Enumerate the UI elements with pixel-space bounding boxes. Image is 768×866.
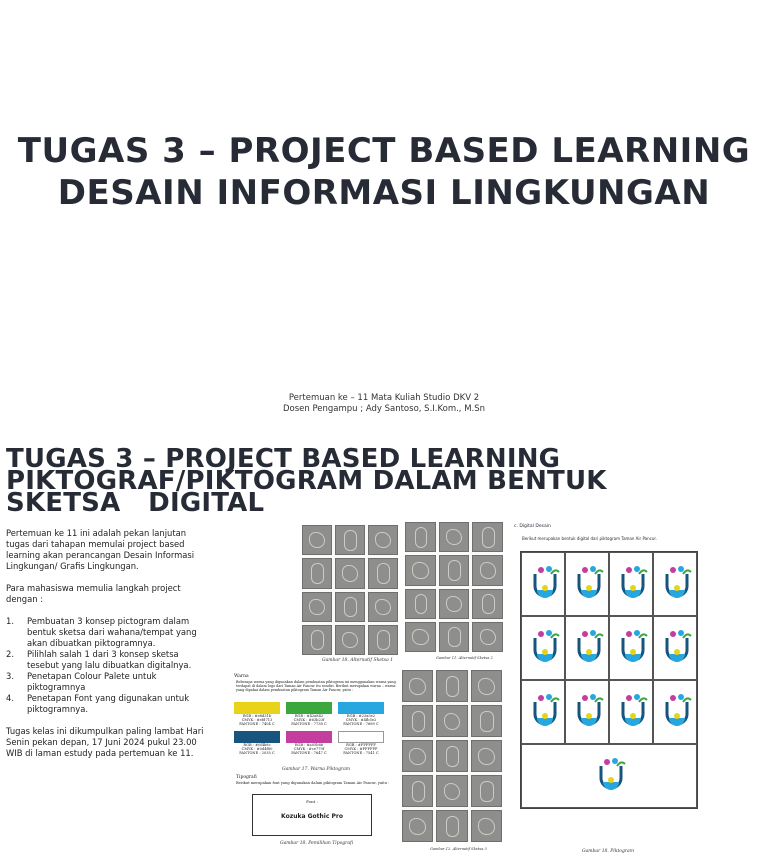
sketch-thumbnail (335, 525, 365, 555)
slide-assignment (0, 440, 768, 866)
swatch-green (286, 702, 332, 727)
swatch-navy (234, 731, 280, 756)
cover-title-line2: DESAIN INFORMASI LINGKUNGAN (57, 173, 711, 213)
swatch-yellow (234, 702, 280, 727)
sketch-grid-1 (302, 525, 398, 655)
sketch-thumbnail (335, 592, 365, 622)
tipografi-text: Berikut merupakan font yang digunakan dalam piktogram Taman Air Pancur, yaitu : (236, 781, 390, 785)
sketch-thumbnail (436, 705, 467, 737)
sketch-grid-2 (405, 522, 503, 652)
sketch-thumbnail (472, 522, 503, 552)
colour-font-page (228, 672, 398, 862)
sketch-thumbnail (368, 525, 398, 555)
sketch-thumbnail (402, 705, 433, 737)
sketch-thumbnail (302, 625, 332, 655)
swatch-white (338, 731, 384, 756)
flask-pictogram-icon (613, 564, 649, 604)
intro-text: Pertemuan ke 11 ini adalah pekan lanjutan tugas dari tahapan memulai project based learning akan perancangan Desain Informasi Lingkungan/ Grafis Lingkungan. (6, 528, 195, 571)
flask-pictogram-icon (569, 564, 605, 604)
swatch-chip (286, 702, 332, 714)
sketch-thumbnail (472, 555, 503, 585)
sketch-thumbnail (405, 555, 436, 585)
pictogram-cell (565, 552, 609, 616)
deadline-text: Tugas kelas ini dikumpulkan paling lambat Hari Senin pekan depan, 17 Juni 2024 pukul 23.00 WIB di laman estudy pada pertemuan ke 11. (6, 726, 204, 758)
pictogram-cell (653, 552, 697, 616)
digital-heading: c. Digital Desain (514, 524, 551, 529)
sketch-thumbnail (405, 622, 436, 652)
slide-title-cover (0, 0, 768, 425)
caption-picto: Gambar 18. Piktogram (582, 849, 634, 854)
sketch-thumbnail (472, 622, 503, 652)
assignment-title-line3: SKETSA DIGITAL (6, 488, 265, 518)
sketch-thumbnail (471, 670, 502, 702)
assignment-title-line2: PIKTOGRAF/PIKTOGRAM DALAM BENTUK (6, 466, 607, 496)
sketch-thumbnail (335, 625, 365, 655)
flask-pictogram-icon (525, 692, 561, 732)
list-item: 1. Pembuatan 3 konsep pictogram dalam bentuk sketsa dari wahana/tempat yang akan dibuatkan piktogramnya. (6, 616, 197, 648)
list-item: 4. Penetapan Font yang digunakan untuk piktogramnya. (6, 693, 190, 714)
sketch-thumbnail (436, 775, 467, 807)
swatch-magenta (286, 731, 332, 756)
pictogram-cell (653, 680, 697, 744)
flask-pictogram-icon (525, 628, 561, 668)
sketch-thumbnail (471, 775, 502, 807)
swatch-chip (286, 731, 332, 743)
caption-font: Gambar 18. Pemilihan Tipografi (280, 841, 354, 846)
warna-text: Beberapa warna yang digunakan dalam pembuatan piktogram ini menggunakan warna yang terdapat di dalam logo dari Taman Air Pancur itu sendiri. Berikut merupakan warna – warna yang dipakai dalam pembuatan piktogram Taman Air Pancur, yaitu : (236, 680, 396, 692)
swatch-chip (338, 731, 384, 743)
assignment-title (6, 444, 706, 518)
lecturer-info: Dosen Pengampu ; Ady Santoso, S.I.Kom., M.Sn (282, 404, 486, 414)
assignment-body (6, 528, 212, 770)
pictogram-page (512, 522, 698, 862)
swatch-code: RGB : #FFFFFF CMYK : #FFFFFF PANTONE : 7541 C (343, 742, 379, 756)
pictogram-cell (609, 680, 653, 744)
swatch-code: RGB : #e8d31b CMYK : #efd713 PANTONE : 7404 C (239, 714, 275, 727)
flask-pictogram-icon (591, 756, 627, 796)
sketch-thumbnail (436, 740, 467, 772)
flask-pictogram-icon (525, 564, 561, 604)
sketch-thumbnail (436, 670, 467, 702)
list-item: 3. Penetapan Colour Palete untuk piktogramnya (6, 671, 157, 692)
assignment-title-line1: TUGAS 3 – PROJECT BASED LEARNING (6, 444, 561, 474)
sketch-thumbnail (368, 558, 398, 588)
sketch-thumbnail (439, 555, 470, 585)
swatch-code: RGB : #0f4b8c CMYK : #0d4f80 PANTONE : 2035 C (239, 742, 275, 756)
sketch-thumbnail (471, 740, 502, 772)
flask-pictogram-icon (569, 628, 605, 668)
font-name: Kozuka Gothic Pro (281, 813, 343, 820)
pictogram-cell (521, 680, 565, 744)
sketch-thumbnail (402, 810, 433, 842)
swatch-chip (234, 702, 280, 714)
sketch-thumbnail (405, 589, 436, 619)
flask-pictogram-icon (657, 692, 693, 732)
sketch-thumbnail (402, 740, 433, 772)
cover-meta (0, 393, 768, 415)
caption-sketch-1: Gambar 18. Alternatif Sketsa 1 (322, 658, 394, 663)
list-item: 2. Pilihlah salah 1 dari 3 konsep sketsa tesebut yang lalu dibuatkan digitalnya. (6, 649, 192, 670)
digital-text: Berikut merupakan bentuk digital dari piktogram Taman Air Pancur. (522, 536, 657, 541)
sketch-thumbnail (368, 592, 398, 622)
sketch-thumbnail (439, 589, 470, 619)
sketch-thumbnail (368, 625, 398, 655)
pictogram-cell (609, 552, 653, 616)
swatch-code: RGB : #23a5e2 CMYK : #4fb5e2 PANTONE : 7689 C (343, 714, 379, 727)
flask-pictogram-icon (569, 692, 605, 732)
sketch-thumbnail (402, 670, 433, 702)
sketch-thumbnail (302, 592, 332, 622)
colour-palette (234, 702, 384, 755)
sketch-thumbnail (439, 622, 470, 652)
caption-warna: Gambar 17. Warna Piktogram (282, 767, 351, 772)
steps-intro: Para mahasiswa memulia langkah project dengan : (6, 583, 181, 604)
sketch-thumbnail (439, 522, 470, 552)
cover-title (0, 130, 768, 214)
sketch-thumbnail (436, 810, 467, 842)
pictogram-grid (520, 551, 698, 809)
font-sample-box (252, 794, 372, 836)
sketch-thumbnail (402, 775, 433, 807)
flask-pictogram-icon (657, 628, 693, 668)
caption-sketch-3: Gambar 12. Alternatif Sketsa 3 (430, 847, 487, 851)
steps-list (6, 616, 212, 715)
warna-heading: Warna (234, 674, 249, 679)
sketch-thumbnail (335, 558, 365, 588)
swatch-chip (234, 731, 280, 743)
sketch-thumbnail (405, 522, 436, 552)
pictogram-cell (521, 552, 565, 616)
tipografi-heading: Tipografi (236, 775, 257, 780)
pictogram-cell (565, 616, 609, 680)
pictogram-cell (565, 680, 609, 744)
swatch-code: RGB : #a05b86 CMYK : #ce779f PANTONE : 7647 C (291, 742, 327, 756)
pictogram-cell-main (521, 744, 697, 808)
cover-title-line1: TUGAS 3 – PROJECT BASED LEARNING (17, 131, 751, 171)
font-label: Font : (306, 799, 318, 804)
flask-pictogram-icon (613, 628, 649, 668)
sketch-thumbnail (302, 558, 332, 588)
sketch-grid-3 (402, 670, 502, 842)
swatch-chip (338, 702, 384, 714)
sketch-thumbnail (471, 705, 502, 737)
sketch-thumbnail (472, 589, 503, 619)
caption-sketch-2: Gambar 11. Alternatif Sketsa 2 (436, 656, 493, 660)
swatch-code: RGB : #42a842 CMYK : #63b23f PANTONE : 7738 C (291, 714, 327, 727)
swatch-cyan (338, 702, 384, 727)
sketch-thumbnail (471, 810, 502, 842)
meeting-info: Pertemuan ke – 11 Mata Kuliah Studio DKV 2 (288, 393, 480, 403)
pictogram-cell (521, 616, 565, 680)
flask-pictogram-icon (613, 692, 649, 732)
flask-pictogram-icon (657, 564, 693, 604)
sketch-thumbnail (302, 525, 332, 555)
pictogram-cell (609, 616, 653, 680)
pictogram-cell (653, 616, 697, 680)
